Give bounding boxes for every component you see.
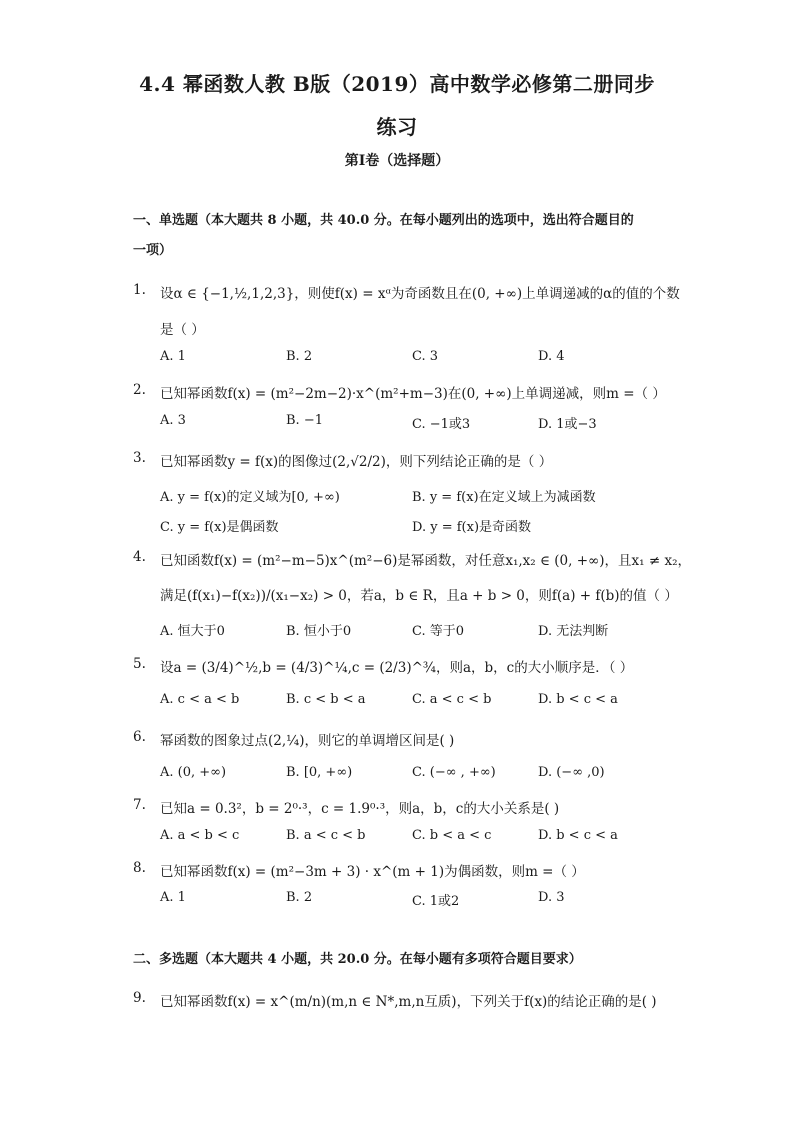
question-stem-cont: 是（ ） xyxy=(160,322,205,338)
option-a: A. 1 xyxy=(160,349,186,364)
option-c: C. −1或3 xyxy=(412,417,471,432)
option-b: B. a < c < b xyxy=(286,828,366,843)
option-c: C. y = f(x)是偶函数 xyxy=(160,520,279,535)
option-b: B. 2 xyxy=(286,349,313,364)
question-number: 6. xyxy=(133,729,146,745)
option-a: A. c < a < b xyxy=(160,692,240,707)
option-d: D. 1或−3 xyxy=(538,417,597,432)
question-number: 1. xyxy=(133,282,146,298)
question-number: 2. xyxy=(133,382,146,398)
question-stem: 已知幂函数f(x) = (m²−3m + 3) · x^(m + 1)为偶函数，则m =（ ） xyxy=(160,864,585,880)
section2-heading xyxy=(133,945,678,975)
question-number: 5. xyxy=(133,656,146,672)
option-a: A. a < b < c xyxy=(160,828,240,843)
option-a: A. 1 xyxy=(160,890,186,905)
question-number: 9. xyxy=(133,990,146,1006)
section1-heading-line2: 一项） xyxy=(133,243,173,258)
section1-heading-line1: 一、单选题（本大题共 8 小题，共 40.0 分。在每小题列出的选项中，选出符合题目的 xyxy=(133,213,634,228)
option-d: D. 4 xyxy=(538,349,565,364)
option-d: D. 3 xyxy=(538,890,565,905)
option-b: B. c < b < a xyxy=(286,692,366,707)
option-a: A. 恒大于0 xyxy=(160,624,225,639)
option-b: B. 恒小于0 xyxy=(286,624,352,639)
question-stem: 已知幂函数f(x) = (m²−2m−2)·x^(m²+m−3)在(0, +∞)上单调递减，则m =（ ） xyxy=(160,386,666,402)
option-d: D. y = f(x)是奇函数 xyxy=(412,520,532,535)
option-a: A. (0, +∞) xyxy=(160,765,227,780)
option-c: C. (−∞ , +∞) xyxy=(412,765,496,780)
question-stem: 设α ∈ {−1,½,1,2,3}，则使f(x) = xᵅ为奇函数且在(0, +∞)上单调递减的α的值的个数 xyxy=(160,286,680,302)
document-title-line1: 4.4 幂函数人教 B版（2019）高中数学必修第二册同步 xyxy=(139,72,655,96)
document-title-line2: 练习 xyxy=(376,115,418,139)
option-b: B. y = f(x)在定义域上为减函数 xyxy=(412,490,596,505)
option-d: D. (−∞ ,0) xyxy=(538,765,605,780)
option-d: D. b < c < a xyxy=(538,692,618,707)
option-c: C. a < c < b xyxy=(412,692,492,707)
question-number: 7. xyxy=(133,797,146,813)
option-a: A. 3 xyxy=(160,413,186,428)
question-number: 4. xyxy=(133,549,146,565)
option-c: C. 3 xyxy=(412,349,439,364)
question-stem: 设a = (3/4)^½,b = (4/3)^¼,c = (2/3)^¾，则a，b，c的大小顺序是．（ ） xyxy=(160,660,634,676)
option-c: C. 等于0 xyxy=(412,624,465,639)
option-b: B. [0, +∞) xyxy=(286,765,353,780)
question-number: 3. xyxy=(133,450,146,466)
question-number: 8. xyxy=(133,860,146,876)
question-stem: 已知函数f(x) = (m²−m−5)x^(m²−6)是幂函数，对任意x₁,x₂ ∈ (0, +∞)，且x₁ ≠ x₂， xyxy=(160,553,691,569)
option-b: B. 2 xyxy=(286,890,313,905)
question-stem: 已知幂函数f(x) = x^(m/n)(m,n ∈ N*,m,n互质)，下列关于f(x)的结论正确的是( ) xyxy=(160,994,657,1010)
option-c: C. 1或2 xyxy=(412,894,460,909)
question-stem-cont: 满足(f(x₁)−f(x₂))/(x₁−x₂) > 0，若a，b ∈ R，且a + b > 0，则f(a) + f(b)的值（ ） xyxy=(160,588,678,604)
option-b: B. −1 xyxy=(286,413,323,428)
option-d: D. 无法判断 xyxy=(538,624,609,639)
question-stem: 幂函数的图象过点(2,¼)，则它的单调增区间是( ) xyxy=(160,733,455,749)
section1-heading xyxy=(133,206,678,266)
question-stem: 已知a = 0.3²，b = 2⁰·³，c = 1.9⁰·³，则a，b，c的大小关系是( ) xyxy=(160,801,560,817)
volume-subtitle: 第I卷（选择题） xyxy=(344,153,450,169)
section2-heading-line1: 二、多选题（本大题共 4 小题，共 20.0 分。在每小题有多项符合题目要求） xyxy=(133,952,582,967)
option-c: C. b < a < c xyxy=(412,828,492,843)
question-stem: 已知幂函数y = f(x)的图像过(2,√2/2)，则下列结论正确的是（ ） xyxy=(160,454,553,470)
option-d: D. b < c < a xyxy=(538,828,618,843)
option-a: A. y = f(x)的定义域为[0, +∞) xyxy=(160,490,340,505)
